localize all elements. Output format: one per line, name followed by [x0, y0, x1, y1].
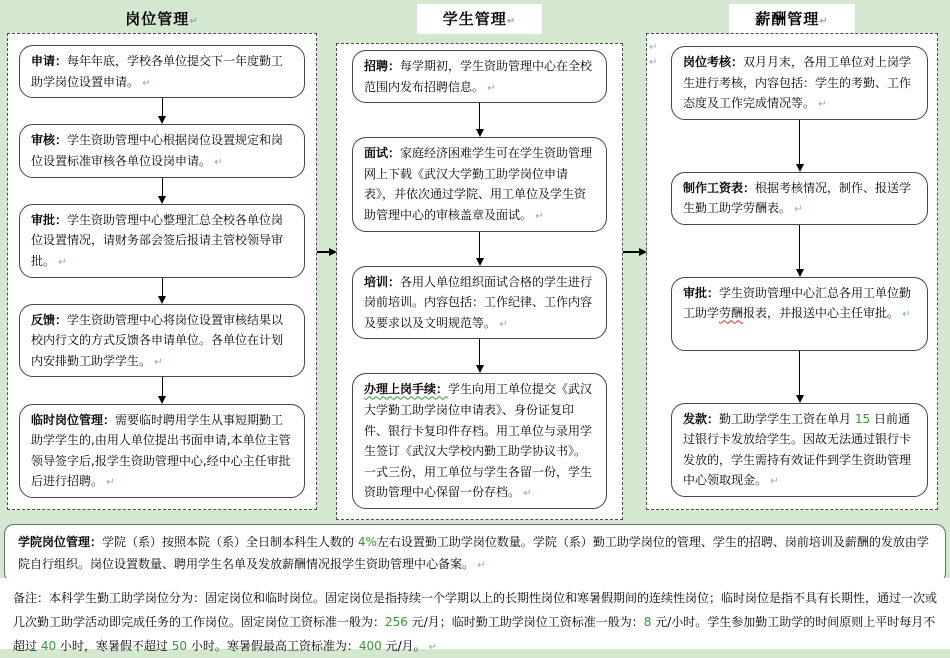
arrow-down-icon [19, 178, 305, 204]
student-management-panel [336, 43, 623, 520]
arrow-right-icon [317, 247, 337, 257]
arrow-down-icon [671, 225, 928, 277]
column-title-salary-management-label: 薪酬管理↵ [729, 4, 854, 34]
flow-step-temporary-position-management: 临时岗位管理：需要临时聘用学生从事短期勤工助学学生的,由用人单位提出书面申请,本单位主管领导签字后,报学生资助管理中心,经中心主任审批后进行招聘。 ↵ [19, 404, 305, 499]
arrow-down-icon [671, 120, 928, 172]
salary-management-panel [646, 33, 938, 510]
arrow-down-icon [19, 278, 305, 304]
flow-step-payroll-approval: 审批：学生资助管理中心汇总各用工单位勤工助学劳酬报表，并报送中心主任审批。 ↵ [671, 277, 928, 351]
arrow-down-icon [352, 232, 607, 266]
flow-step-onboarding-procedures: 办理上岗手续：学生向用工单位提交《武汉大学勤工助学岗位申请表》、身份证复印件、银行卡复印件存档。用工单位与录用学生签订《武汉大学校内勤工助学协议书》。一式三份，用工单位与学生各留一份，学生资助管理中心保留一份存档。 ↵ [352, 373, 607, 509]
flow-step-apply: 申请：每年年底，学校各单位提交下一年度勤工助学岗位设置申请。 ↵ [19, 45, 305, 98]
arrow-down-icon [19, 98, 305, 124]
column-title-position-management: 岗位管理↵ [125, 10, 199, 28]
position-management-panel [7, 33, 317, 510]
flow-step-interview: 面试：家庭经济困难学生可在学生资助管理网上下载《武汉大学勤工助学岗位申请表》，并依次通过学院、用工单位及学生资助管理中心的审核盖章及面试。 ↵ [352, 137, 607, 232]
flow-step-feedback: 反馈：学生资助管理中心将岗位设置审核结果以校内行文的方式反馈各申请单位。各单位在计划内安排勤工助学学生。 ↵ [19, 304, 305, 378]
column-title-salary-management [646, 4, 938, 34]
column-title-student-management-label: 学生管理↵ [417, 4, 542, 34]
arrow-right-icon [623, 247, 647, 257]
paragraph-marks: ↵ ↵ [649, 42, 658, 68]
flow-step-training: 培训：各用人单位组织面试合格的学生进行岗前培训。内容包括：工作纪律、工作内容及要求以及文明规范等。 ↵ [352, 266, 607, 340]
college-position-management-note: 学院岗位管理：学院（系）按照本院（系）全日制本科生人数的 4%左右设置勤工助学岗位数量。学院（系）勤工助学岗位的管理、学生的招聘、岗前培训及薪酬的发放由学院自行组织。岗位设置数量、聘用学生名单及发放薪酬情况报学生资助管理中心备案。 ↵ [4, 524, 946, 583]
arrow-down-icon [352, 339, 607, 373]
arrow-down-icon [352, 103, 607, 137]
flow-step-review: 审核：学生资助管理中心根据岗位设置规定和岗位设置标准审核各单位设岗申请。 ↵ [19, 124, 305, 177]
arrow-down-icon [671, 351, 928, 403]
flow-step-make-payroll-sheet: 制作工资表：根据考核情况，制作、报送学生勤工助学劳酬表。 ↵ [671, 172, 928, 225]
remarks-note: 备注：本科学生勤工助学岗位分为：固定岗位和临时岗位。固定岗位是指持续一个学期以上的长期性岗位和寒暑假期间的连续性岗位；临时岗位是指不具有长期性，通过一次或几次勤工助学活动即完成任务的工作岗位。固定岗位工资标准一般为：256 元/月；临时勤工助学岗位工资标准一般为：8 元/小时。学生参加勤工助学的时间原则上平时每月不超过 40 小时，寒暑假不超过 50 小时。寒暑假最高工资标准为：400 元/月。 ↵ [0, 578, 950, 649]
flow-step-approval: 审批：学生资助管理中心整理汇总全校各单位岗位设置情况，请财务部会签后报请主管校领导审批。 ↵ [19, 204, 305, 278]
arrow-down-icon [19, 377, 305, 403]
column-title-student-management [336, 4, 623, 34]
flow-step-recruitment: 招聘：每学期初，学生资助管理中心在全校范围内发布招聘信息。 ↵ [352, 50, 607, 103]
flow-step-position-assessment: 岗位考核：双月月末，各用工单位对上岗学生进行考核，内容包括：学生的考勤、工作态度及工作完成情况等。 ↵ [671, 46, 928, 120]
flow-step-payment: 发款：勤工助学学生工资在单月 15 日前通过银行卡发放给学生。因故无法通过银行卡发放的，学生需持有效证件到学生资助管理中心领取现金。 ↵ [671, 403, 928, 498]
